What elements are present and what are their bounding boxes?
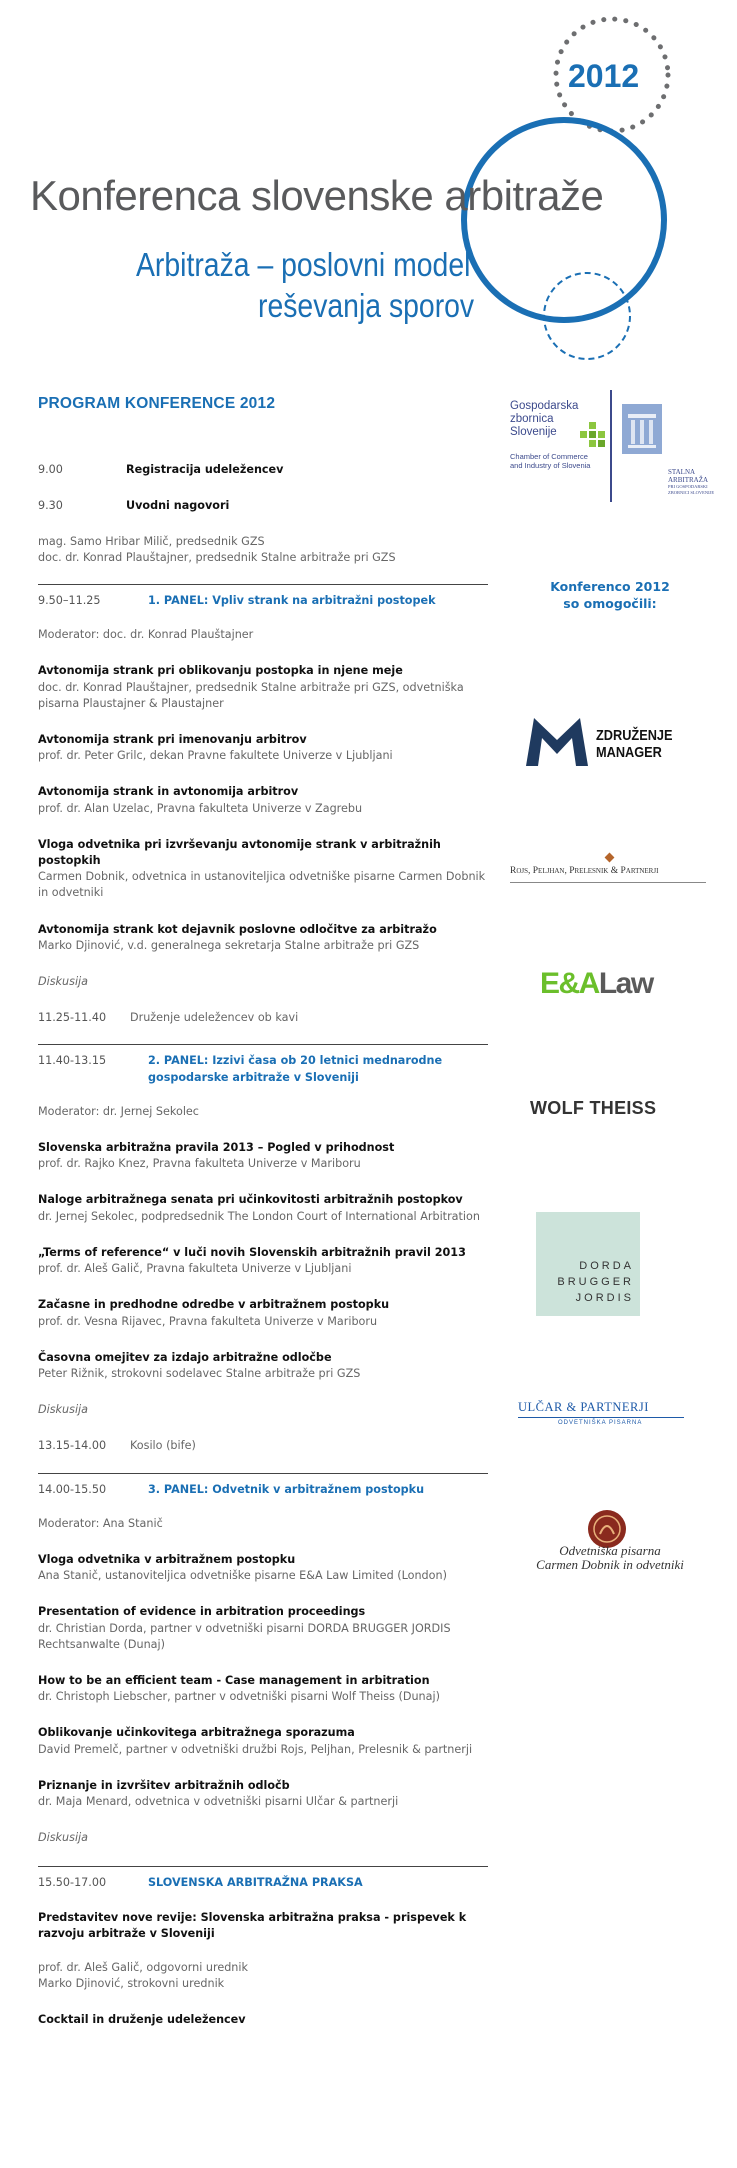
talk-item [38, 1778, 488, 1810]
talk-speaker: prof. dr. Vesna Rijavec, Pravna fakulteta Univerze v Mariboru [38, 1314, 378, 1328]
section-divider [38, 1044, 488, 1045]
gzs-arbitraza-logo [510, 390, 720, 500]
talk-item [38, 732, 488, 764]
talk-item [38, 1192, 488, 1224]
panel1-moderator: Moderator: doc. dr. Konrad Plauštajner [38, 628, 254, 642]
sponsors-heading-line: so omogočili: [563, 596, 657, 611]
talk-speaker: Carmen Dobnik, odvetnica in ustanoviteljica odvetniške pisarne Carmen Dobnik in odvetniki [38, 870, 486, 900]
talk-title: How to be an efficient team - Case management in arbitration [38, 1673, 430, 1687]
talk-title: Avtonomija strank in avtonomija arbitrov [38, 785, 299, 799]
lunch-row [38, 1438, 488, 1454]
panel3-moderator: Moderator: Ana Stanič [38, 1516, 163, 1530]
section4-speaker: prof. dr. Aleš Galič, odgovorni urednik [38, 1960, 248, 1974]
panel3-time: 14.00-15.50 [38, 1482, 107, 1496]
talk-speaker: dr. Maja Menard, odvetnica v odvetniški pisarni Ulčar & partnerji [38, 1794, 399, 1808]
panel2-discussion: Diskusija [38, 1403, 89, 1417]
talk-speaker: David Premelč, partner v odvetniški družbi Rojs, Peljhan, Prelesnik & partnerji [38, 1742, 473, 1756]
zdruzenje-manager-logo [526, 716, 706, 772]
arbitraza-name-line: STALNA [668, 468, 696, 476]
conference-header [0, 0, 737, 360]
conference-subtitle-line1: Arbitraža – poslovni model [136, 246, 471, 283]
talk-title: Naloge arbitražnega senata pri učinkovitosti arbitražnih postopkov [38, 1193, 463, 1207]
panel1-discussion: Diskusija [38, 975, 89, 989]
arbitraza-column-icon [622, 404, 662, 454]
section-divider [38, 1866, 488, 1867]
arbitraza-name-line: PRI GOSPODARSKI [668, 484, 708, 489]
dorda-brugger-jordis-logo [536, 1212, 640, 1316]
zdruzenje-text [596, 727, 673, 761]
opening-speaker: mag. Samo Hribar Milič, predsednik GZS [38, 534, 265, 548]
opening-speaker: doc. dr. Konrad Plauštajner, predsednik Stalne arbitraže pri GZS [38, 550, 396, 564]
section4-time: 15.50-17.00 [38, 1876, 107, 1890]
talk-item [38, 1140, 488, 1172]
gzs-name-line: Gospodarska [510, 400, 579, 412]
sponsors-heading-line: Konferenco 2012 [550, 579, 670, 594]
panel1-header [38, 593, 488, 609]
dobnik-text-line: Carmen Dobnik in odvetniki [536, 1557, 684, 1572]
conference-subtitle-line2: reševanja sporov [258, 287, 475, 324]
sponsors-heading [510, 578, 710, 612]
dorda-text-line: JORDIS [575, 1292, 634, 1304]
talk-title: Presentation of evidence in arbitration proceedings [38, 1605, 366, 1619]
conference-year: 2012 [568, 58, 640, 94]
panel3-discussion: Diskusija [38, 1831, 89, 1845]
panel2-header [38, 1053, 488, 1085]
manager-m-icon [526, 718, 588, 766]
panel1-time: 9.50–11.25 [38, 594, 101, 608]
registration-label: Registracija udeležencev [126, 463, 284, 477]
dorda-text-line: BRUGGER [557, 1276, 634, 1288]
talk-item [38, 663, 488, 712]
panel2-time: 11.40-13.15 [38, 1054, 107, 1068]
gzs-english-line: and Industry of Slovenia [510, 461, 591, 470]
talk-speaker: dr. Christian Dorda, partner v odvetniški pisarni DORDA BRUGGER JORDIS Rechtsanwalte (Dunaj) [38, 1621, 451, 1651]
break-time: 11.25-11.40 [38, 1011, 107, 1025]
talk-title: Oblikovanje učinkovitega arbitražnega sporazuma [38, 1726, 355, 1740]
section-divider [38, 584, 488, 585]
arbitraza-name-line: ARBITRAŽA [668, 476, 709, 484]
lunch-label: Kosilo (bife) [130, 1439, 196, 1453]
break-label: Druženje udeležencev ob kavi [130, 1011, 299, 1025]
panel3-header [38, 1482, 488, 1498]
talk-title: Vloga odvetnika pri izvrševanju avtonomije strank v arbitražnih postopkih [38, 837, 441, 868]
talk-speaker: dr. Christoph Liebscher, partner v odvetniški pisarni Wolf Theiss (Dunaj) [38, 1690, 440, 1704]
gzs-name-line: Slovenije [510, 426, 557, 438]
conference-title: Konferenca slovenske arbitraže [30, 172, 604, 219]
gzs-divider [610, 390, 612, 502]
dobnik-text [510, 1544, 710, 1572]
arbitraza-name [668, 468, 714, 496]
talk-title: Začasne in predhodne odredbe v arbitražnem postopku [38, 1298, 390, 1312]
talk-speaker: Ana Stanič, ustanoviteljica odvetniške pisarne E&A Law Limited (London) [38, 1569, 447, 1583]
talk-item [38, 1297, 488, 1329]
panel2-title: 2. PANEL: Izzivi časa ob 20 letnici mednarodne gospodarske arbitraže v Sloveniji [148, 1054, 443, 1084]
rojs-diamond-icon [605, 853, 615, 863]
closing-cocktail: Cocktail in druženje udeležencev [38, 2013, 246, 2027]
opening-speakers [38, 534, 488, 566]
break-row [38, 1010, 488, 1026]
zdruzenje-text-line: MANAGER [596, 744, 662, 761]
registration-time: 9.00 [38, 463, 63, 477]
section4-speaker: Marko Djinović, strokovni urednik [38, 1977, 225, 1991]
ulcar-rule [518, 1417, 684, 1418]
section4-talk-title: Predstavitev nove revije: Slovenska arbitražna praksa - prispevek k razvoju arbitraže v Sloveniji [38, 1910, 467, 1940]
talk-title: Avtonomija strank pri imenovanju arbitrov [38, 733, 307, 747]
panel1-title: 1. PANEL: Vpliv strank na arbitražni postopek [148, 594, 436, 608]
talk-item [38, 837, 488, 902]
talk-item [38, 1552, 488, 1584]
registration-row [38, 462, 488, 478]
talk-speaker: dr. Jernej Sekolec, podpredsednik The London Court of International Arbitration [38, 1209, 480, 1223]
section4-speakers [38, 1960, 488, 1992]
ea-law-logo [540, 966, 700, 1002]
section4-header [38, 1875, 488, 1891]
panel3-title: 3. PANEL: Odvetnik v arbitražnem postopku [148, 1482, 425, 1496]
talk-speaker: prof. dr. Rajko Knez, Pravna fakulteta Univerze v Mariboru [38, 1157, 361, 1171]
panel2-moderator: Moderator: dr. Jernej Sekolec [38, 1104, 199, 1118]
talk-item [38, 922, 488, 954]
talk-item [38, 1604, 488, 1653]
talk-speaker: prof. dr. Peter Grilc, dekan Pravne fakultete Univerze v Ljubljani [38, 749, 393, 763]
zdruzenje-text-line: ZDRUŽENJE [596, 727, 673, 744]
dorda-text [557, 1258, 634, 1306]
law-text: Law [598, 967, 653, 1000]
talk-speaker: doc. dr. Konrad Plauštajner, predsednik Stalne arbitraže pri GZS, odvetniška pisarna Plaustajner & Plaustajner [38, 680, 464, 710]
talk-speaker: Marko Djinović, v.d. generalnega sekretarja Stalne arbitraže pri GZS [38, 938, 420, 952]
program-title: PROGRAM KONFERENCE 2012 [38, 395, 276, 412]
opening-time: 9.30 [38, 499, 63, 513]
section4-title: SLOVENSKA ARBITRAŽNA PRAKSA [148, 1876, 363, 1890]
talk-title: Priznanje in izvršitev arbitražnih odločb [38, 1778, 290, 1792]
dobnik-text-line: Odvetniška pisarna [559, 1543, 661, 1558]
talk-item [38, 1673, 488, 1705]
talk-title: Avtonomija strank pri oblikovanju postopka in njene meje [38, 664, 403, 678]
rojs-text: Rojs, Peljhan, Prelesnik & Partnerji [510, 866, 659, 876]
talk-speaker: prof. dr. Aleš Galič, Pravna fakulteta Univerze v Ljubljani [38, 1262, 352, 1276]
gzs-english-name [510, 452, 590, 470]
large-blue-circle [464, 120, 664, 320]
gzs-english-line: Chamber of Commerce [510, 452, 588, 461]
ulcar-sub: ODVETNIŠKA PISARNA [558, 1420, 643, 1426]
rojs-peljhan-logo [510, 854, 710, 884]
wolf-theiss-logo: WOLF THEISS [530, 1098, 657, 1118]
ulcar-name: ULČAR & PARTNERJI [518, 1400, 649, 1414]
opening-label: Uvodni nagovori [126, 499, 230, 513]
arbitraza-name-line: ZBORNICI SLOVENIJE [668, 490, 715, 495]
dorda-text-line: DORDA [579, 1260, 634, 1272]
gzs-green-squares-icon [580, 422, 606, 448]
talk-item [38, 1245, 488, 1277]
gzs-name [510, 400, 578, 439]
talk-item [38, 1725, 488, 1757]
talk-speaker: Peter Rižnik, strokovni sodelavec Stalne arbitraže pri GZS [38, 1366, 361, 1380]
gzs-name-line: zbornica [510, 413, 554, 425]
talk-title: Avtonomija strank kot dejavnik poslovne odločitve za arbitražo [38, 922, 437, 936]
carmen-dobnik-logo [510, 1508, 710, 1588]
talk-item [38, 1350, 488, 1382]
talk-title: Vloga odvetnika v arbitražnem postopku [38, 1552, 296, 1566]
ulcar-partnerji-logo [518, 1400, 698, 1426]
talk-title: Slovenska arbitražna pravila 2013 – Pogled v prihodnost [38, 1141, 395, 1155]
ea-text: E&A [540, 967, 599, 1000]
talk-title: Časovna omejitev za izdajo arbitražne odločbe [38, 1350, 332, 1364]
program-column [38, 396, 488, 2029]
lunch-time: 13.15-14.00 [38, 1439, 107, 1453]
talk-title: „Terms of reference“ v luči novih Slovenskih arbitražnih pravil 2013 [38, 1245, 466, 1259]
opening-row [38, 498, 488, 514]
talk-item [38, 784, 488, 816]
talk-speaker: prof. dr. Alan Uzelac, Pravna fakulteta Univerze v Zagrebu [38, 801, 363, 815]
rojs-underline [510, 882, 706, 883]
section-divider [38, 1473, 488, 1474]
